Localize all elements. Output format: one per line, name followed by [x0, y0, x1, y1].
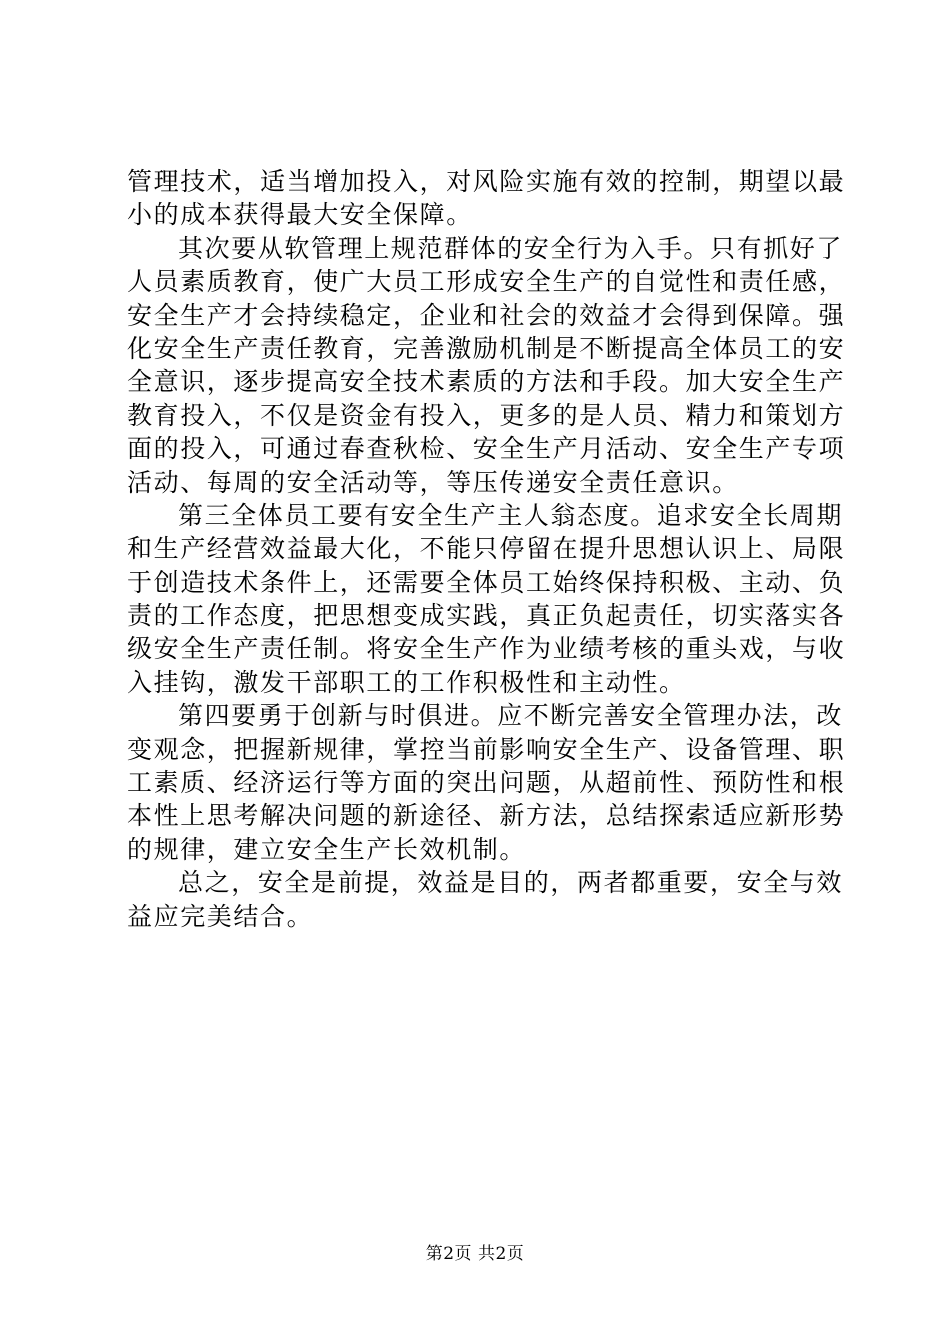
text-line: 工素质、经济运行等方面的突出问题，从超前性、预防性和根	[127, 768, 846, 798]
text-line: 变观念，把握新规律，掌控当前影响安全生产、设备管理、职	[127, 734, 846, 764]
paragraph-start-line: 其次要从软管理上规范群体的安全行为入手。只有抓好了	[178, 233, 844, 263]
text-line: 益应完美结合。	[127, 901, 314, 931]
text-line: 人员素质教育，使广大员工形成安全生产的自觉性和责任感，	[127, 267, 846, 297]
text-line: 于创造技术条件上，还需要全体员工始终保持积极、主动、负	[127, 567, 846, 597]
page-number-footer: 第2页 共2页	[425, 1244, 525, 1264]
text-line: 活动、每周的安全活动等，等压传递安全责任意识。	[127, 467, 739, 497]
text-line: 本性上思考解决问题的新途径、新方法，总结探索适应新形势	[127, 801, 846, 831]
text-line: 小的成本获得最大安全保障。	[127, 200, 473, 230]
text-line: 化安全生产责任教育，完善激励机制是不断提高全体员工的安	[127, 333, 846, 363]
text-line: 级安全生产责任制。将安全生产作为业绩考核的重头戏，与收	[127, 634, 846, 664]
paragraph-start-line: 总之，安全是前提，效益是目的，两者都重要，安全与效	[178, 868, 844, 898]
text-line: 责的工作态度，把思想变成实践，真正负起责任，切实落实各	[127, 601, 846, 631]
text-line: 教育投入，不仅是资金有投入，更多的是人员、精力和策划方	[127, 400, 846, 430]
paragraph-start-line: 第三全体员工要有安全生产主人翁态度。追求安全长周期	[178, 500, 844, 530]
text-line: 管理技术，适当增加投入，对风险实施有效的控制，期望以最	[127, 167, 846, 196]
text-line: 的规律，建立安全生产长效机制。	[127, 834, 527, 864]
text-line: 安全生产才会持续稳定，企业和社会的效益才会得到保障。强	[127, 300, 846, 330]
paragraph-start-line: 第四要勇于创新与时俱进。应不断完善安全管理办法，改	[178, 701, 844, 731]
text-line: 入挂钩，激发干部职工的工作积极性和主动性。	[127, 667, 686, 697]
text-line: 和生产经营效益最大化，不能只停留在提升思想认识上、局限	[127, 534, 846, 564]
document-body	[127, 165, 846, 933]
text-line: 面的投入，可通过春查秋检、安全生产月活动、安全生产专项	[127, 434, 846, 464]
text-line: 全意识，逐步提高安全技术素质的方法和手段。加大安全生产	[127, 367, 846, 397]
